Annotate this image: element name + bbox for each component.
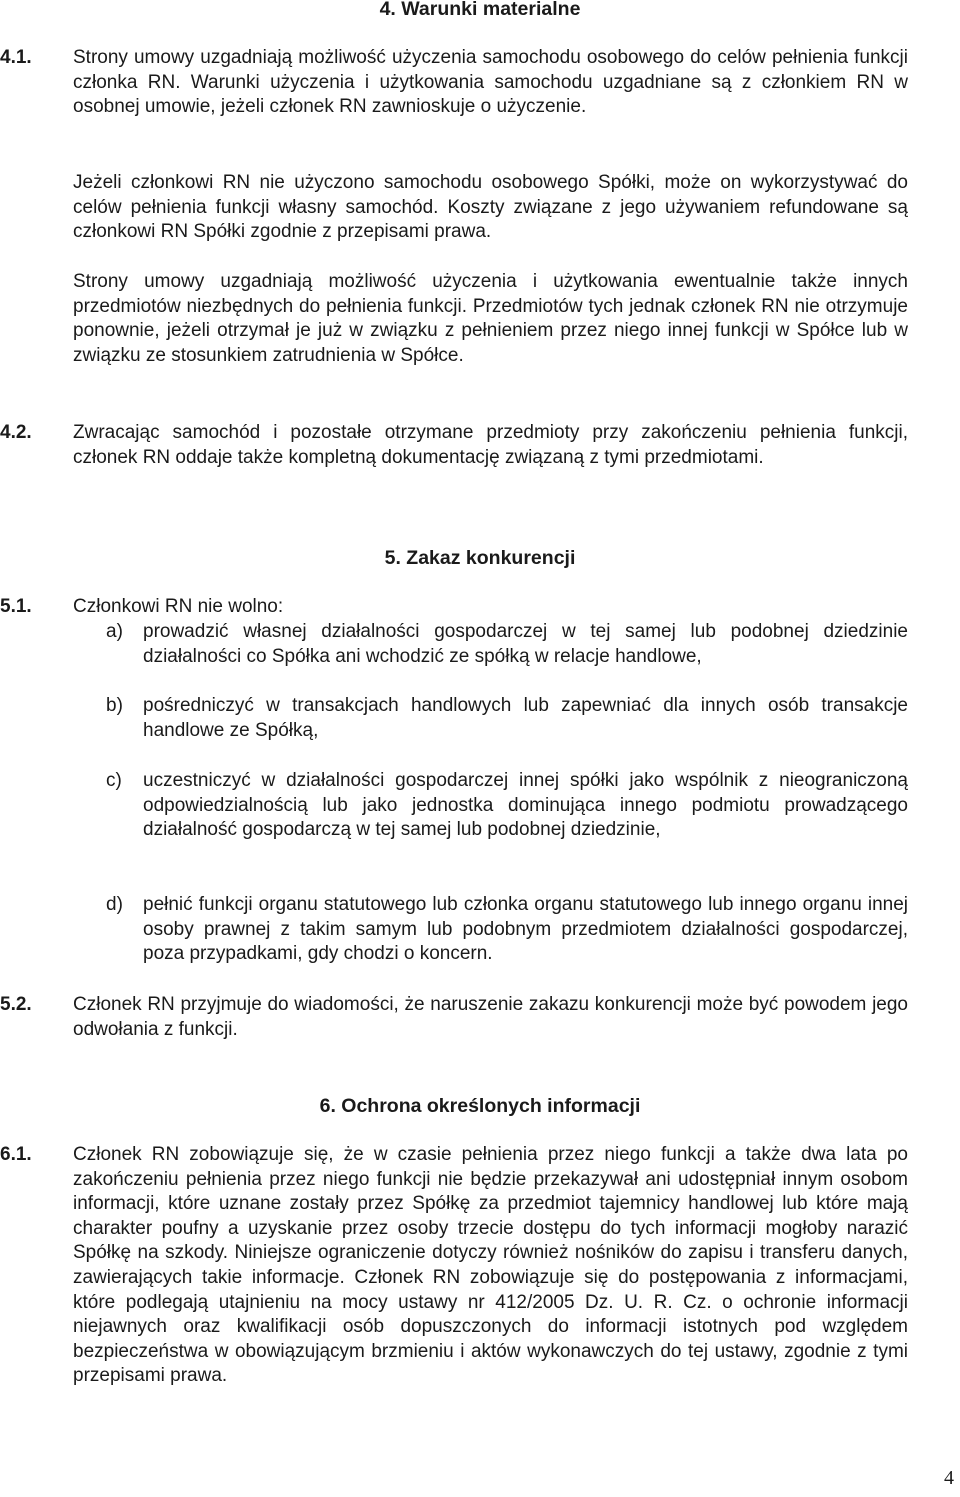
list-item-text: uczestniczyć w działalności gospodarczej innej spółki jako wspólnik z nieograniczoną odpowiedzialnością lub jako jednostka dominująca innego podmiotu prowadzącego działalność gospodarczą w tej samej lub podobnej dziedzinie, [143,770,908,841]
clause-4-2-text: Zwracając samochód i pozostałe otrzymane przedmioty przy zakończeniu pełnienia funkcji, członek RN oddaje także kompletną dokumentację związaną z tymi przedmiotami. [73,422,908,468]
clause-number-5-2: 5.2. [0,994,32,1015]
clause-number-6-1: 6.1. [0,1144,32,1165]
page-number: 4 [944,1467,954,1489]
list-item-letter: a) [106,621,123,642]
clause-4-1-paragraph-3: Strony umowy uzgadniają możliwość użyczenia i użytkowania ewentualnie także innych przedmiotów niezbędnych do pełnienia funkcji. Przedmiotów tych jednak członek RN nie otrzymuje ponownie, jeżeli otrzymał je już w związku z pełnieniem przez niego innej funkcji w Spółce lub w związku ze stosunkiem zatrudnienia w Spółce. [73,271,908,366]
clause-number-4-2: 4.2. [0,422,32,443]
list-item-text: pełnić funkcji organu statutowego lub członka organu statutowego lub innego organu innej osoby prawnej z takim samym lub podobnym przedmiotem działalności gospodarczej, poza przypadkami, gdy chodzi o koncern. [143,894,908,965]
section-6-heading: 6. Ochrona określonych informacji [319,1095,641,1117]
list-item-text: prowadzić własnej działalności gospodarczej w tej samej lub podobnej dziedzinie działalności co Spółka ani wchodzić ze spółką w relacje handlowe, [143,621,908,667]
list-item-d [106,893,908,967]
list-item-a [106,620,908,669]
list-item-letter: d) [106,894,123,915]
list-item-letter: c) [106,770,122,791]
clause-4-1-text: Strony umowy uzgadniają możliwość użyczenia samochodu osobowego do celów pełnienia funkcji członka RN. Warunki użyczenia i użytkowania samochodu uzgadniane są z członkiem RN w osobnej umowie, jeżeli członek RN zawnioskuje o użyczenie. [73,47,908,118]
clause-4-1-paragraph-2: Jeżeli członkowi RN nie użyczono samochodu osobowego Spółki, może on wykorzystywać do celów pełnienia funkcji własny samochód. Koszty związane z jego używaniem refundowane są członkowi RN Spółki zgodnie z przepisami prawa. [73,172,908,243]
list-item-text: pośredniczyć w transakcjach handlowych lub zapewniać dla innych osób transakcje handlowe ze Spółką, [143,695,908,741]
clause-5-1-intro: Członkowi RN nie wolno: [73,596,284,617]
section-4-heading: 4. Warunki materialne [379,0,581,20]
clause-5-2-text: Członek RN przyjmuje do wiadomości, że naruszenie zakazu konkurencji może być powodem jego odwołania z funkcji. [73,994,908,1040]
clause-number-5-1: 5.1. [0,596,32,617]
list-item-c [106,769,908,843]
list-item-letter: b) [106,695,123,716]
section-5-heading: 5. Zakaz konkurencji [384,547,576,569]
clause-6-1-text: Członek RN zobowiązuje się, że w czasie pełnienia przez niego funkcji a także dwa lata po zakończeniu pełnienia przez niego funkcji nie będzie przekazywał ani udostępniał innym osobom informacji, które uznane zostały przez Spółkę za przedmiot tajemnicy handlowej lub które mają charakter poufny a uzyskanie przez osoby trzecie dostępu do tych informacji mogłoby narazić Spółkę na szkody. Niniejsze ograniczenie dotyczy również nośników do zapisu i transferu danych, zawierających takie informacje. Członek RN zobowiązuje się do postępowania z informacjami, które podlegają utajnieniu na mocy ustawy nr 412/2005 Dz. U. R. Cz. o ochronie informacji niejawnych oraz kwalifikacji osób dopuszczonych do informacji istotnych pod względem bezpieczeństwa w obowiązującym brzmieniu i aktów wykonawczych do tej ustawy, zgodnie z tymi przepisami prawa. [73,1144,908,1387]
clause-number-4-1: 4.1. [0,47,32,68]
list-item-b [106,694,908,743]
